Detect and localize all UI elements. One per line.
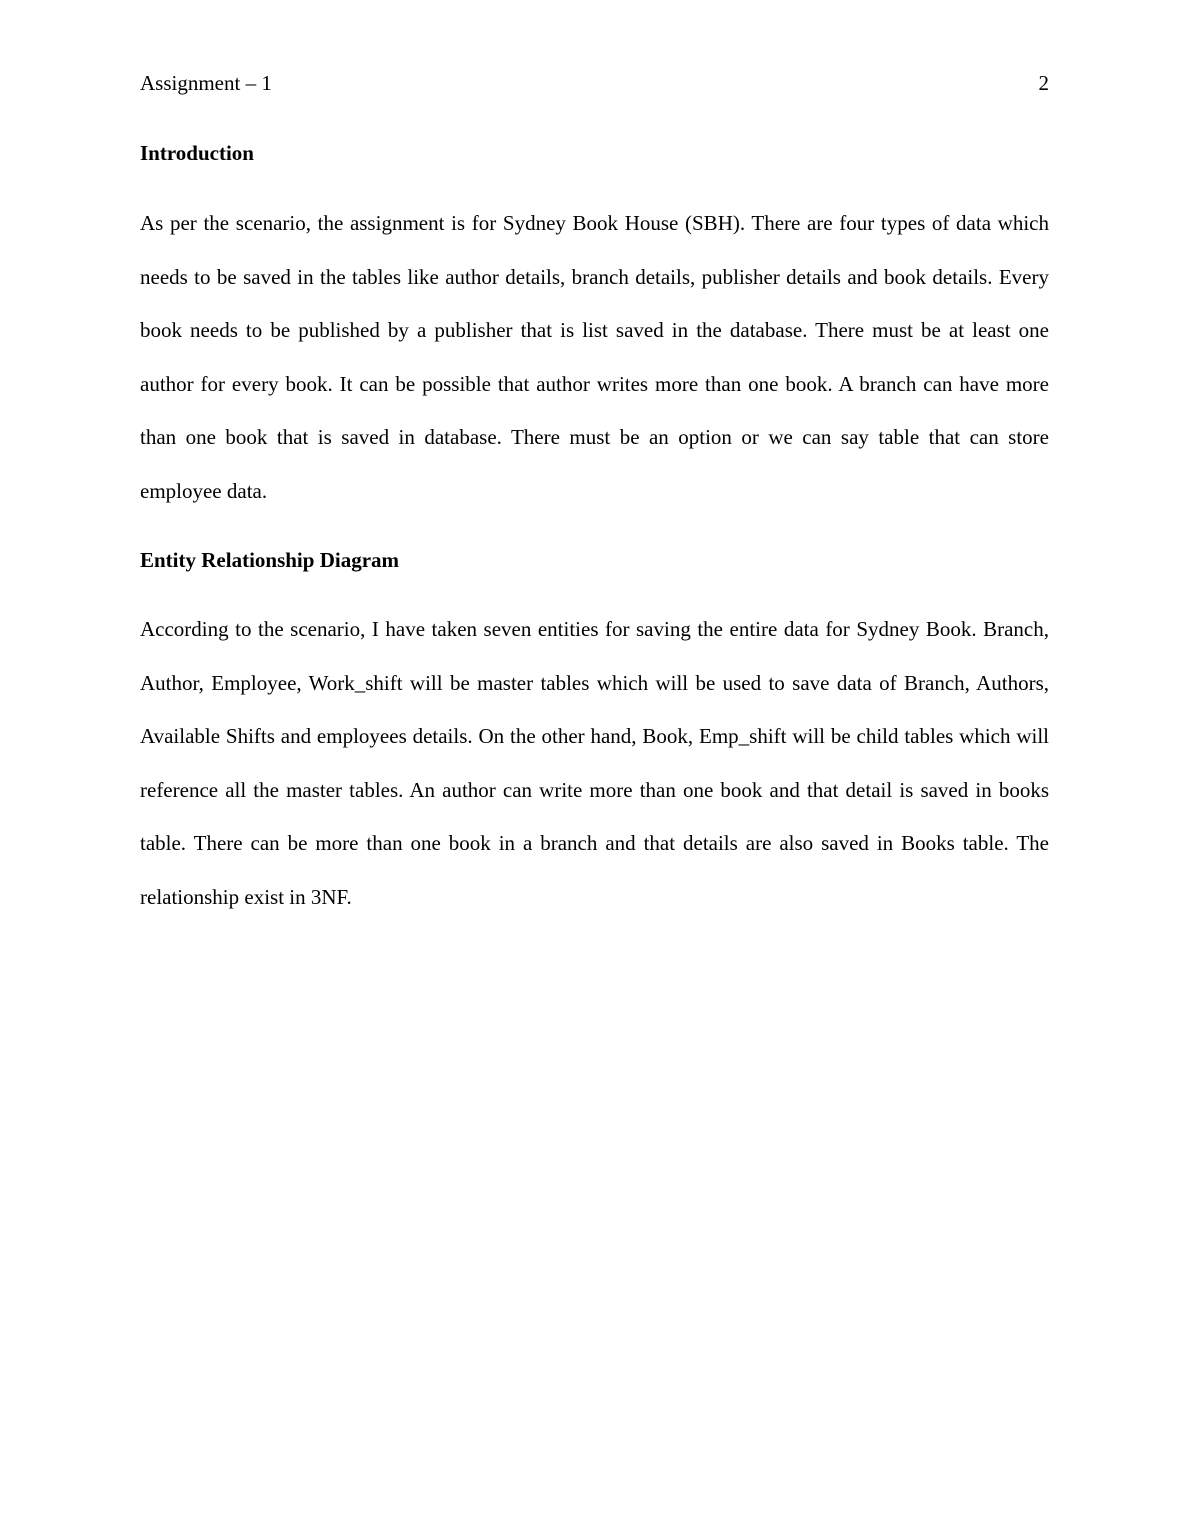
running-head: Assignment – 1 xyxy=(140,71,272,95)
page-number: 2 xyxy=(1038,71,1049,95)
section-heading-entity-relationship-diagram: Entity Relationship Diagram xyxy=(140,548,400,572)
section-heading-introduction: Introduction xyxy=(140,141,254,165)
erd-paragraph: According to the scenario, I have taken seven entities for saving the entire data for Sydney Book. Branch, Author, Employee, Work_shift will be master tables which will be used to save data of Branch, Authors, Available Shifts and employees details. On the other hand, Book, Emp_shift will be child tables which will reference all the master tables. An author can write more than one book and that detail is saved in books table. There can be more than one book in a branch and that details are also saved in Books table. The relationship exist in 3NF. xyxy=(140,617,1049,909)
introduction-paragraph: As per the scenario, the assignment is for Sydney Book House (SBH). There are four types of data which needs to be saved in the tables like author details, branch details, publisher details and book details. Every book needs to be published by a publisher that is list saved in the database. There must be at least one author for every book. It can be possible that author writes more than one book. A branch can have more than one book that is saved in database. There must be an option or we can say table that can store employee data. xyxy=(140,211,1049,503)
